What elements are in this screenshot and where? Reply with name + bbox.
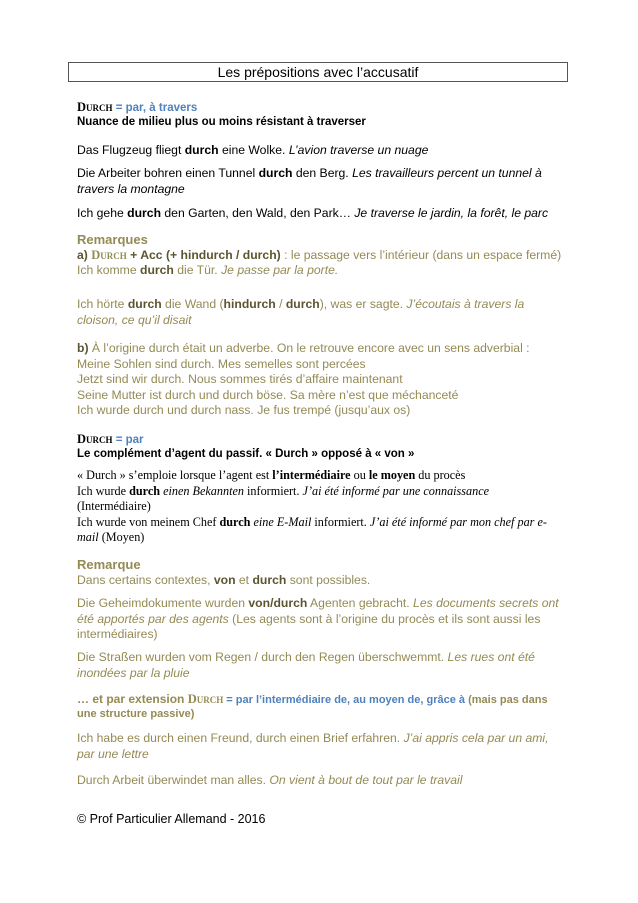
example-2: Die Arbeiter bohren einen Tunnel durch den Berg. Les travailleurs percent un tunnel à travers la montagne [77,166,542,196]
extension-heading: … et par extension Durch = par l’intermédiaire de, au moyen de, grâce à (mais pas dans une structure passive) [77,692,548,720]
remarque-b-line: Meine Sohlen sind durch. Mes semelles sont percées [77,356,366,371]
keyword-durch: Durch [77,432,113,446]
remarque-a-example-1: Ich komme durch die Tür. Je passe par la porte. [77,263,339,278]
section1-subtitle: Nuance de milieu plus ou moins résistant à traverser [77,116,366,128]
remarque2-example-1: Die Geheimdokumente wurden von/durch Agenten gebracht. Les documents secrets ont été apportés par des agents (Les agents sont à l’origine du procès et ils sont aussi les intermédiaires) [77,596,559,642]
extension-example-2: Durch Arbeit überwindet man alles. On vient à bout de tout par le travail [77,773,463,787]
remarque2-block: Remarque Dans certains contextes, von et durch sont possibles. [77,557,567,588]
page-title: Les prépositions avec l’accusatif [68,62,568,82]
section1-heading: Durch = par, à travers [77,100,198,114]
section1-meaning: par, à travers [125,102,198,114]
copyright-footer: © Prof Particulier Allemand - 2016 [77,812,266,826]
section2-subtitle: Le complément d’agent du passif. « Durch » opposé à « von » [77,448,415,460]
remarque-a-example-2: Ich hörte durch die Wand (hindurch / durch), was er sagte. J’écoutais à travers la cloison, ce qu’il disait [77,297,525,327]
remarque-a: a) Durch + Acc (+ hindurch / durch) : le passage vers l’intérieur (dans un espace fermé) [77,247,562,262]
remarque-b-line: Seine Mutter ist durch und durch böse. Sa mère n’est que méchanceté [77,387,459,402]
remarque-b-line: Ich wurde durch und durch nass. Je fus trempé (jusqu’aux os) [77,403,411,418]
remarque2-example-2: Die Straßen wurden vom Regen / durch den Regen überschwemmt. Les rues ont été inondées par la pluie [77,650,535,680]
remarque-b-line: Jetzt sind wir durch. Nous sommes tirés d’affaire maintenant [77,372,403,387]
section1-header [77,100,567,129]
section2-meaning: par [125,434,144,446]
section2-header: Durch = par Le complément d’agent du passif. « Durch » opposé à « von » [77,432,567,461]
keyword-durch: Durch [77,100,113,114]
remarques-block [77,232,567,279]
remarque2-heading: Remarque [77,557,141,572]
extension-example-1: Ich habe es durch einen Freund, durch einen Brief erfahren. J’ai appris cela par un ami, par une lettre [77,731,549,761]
remarque-b: b) À l’origine durch était un adverbe. On le retrouve encore avec un sens adverbial : Meine Sohlen sind durch. Mes semelles sont percées Jetzt sind wir durch. Nous sommes tirés d’affaire maintenant Seine Mutter ist durch und durch böse. Sa mère n’est que méchanceté Ich wurde durch und durch nass. Je fus trempé (jusqu’aux os) [77,341,567,419]
example-3: Ich gehe durch den Garten, den Wald, den Park… Je traverse le jardin, la forêt, le parc [77,206,549,220]
remarques-heading: Remarques [77,232,148,247]
example-1: Das Flugzeug fliegt durch eine Wolke. L’avion traverse un nuage [77,143,429,157]
agent-block: « Durch » s’emploie lorsque l’agent est l’intermédiaire ou le moyen du procès Ich wurde durch einen Bekannten informiert. J’ai été informé par une connaissance (Intermédiaire) Ich wurde von meinem Chef durch eine E-Mail informiert. J’ai été informé par mon chef par e-mail (Moyen) [77,468,547,545]
